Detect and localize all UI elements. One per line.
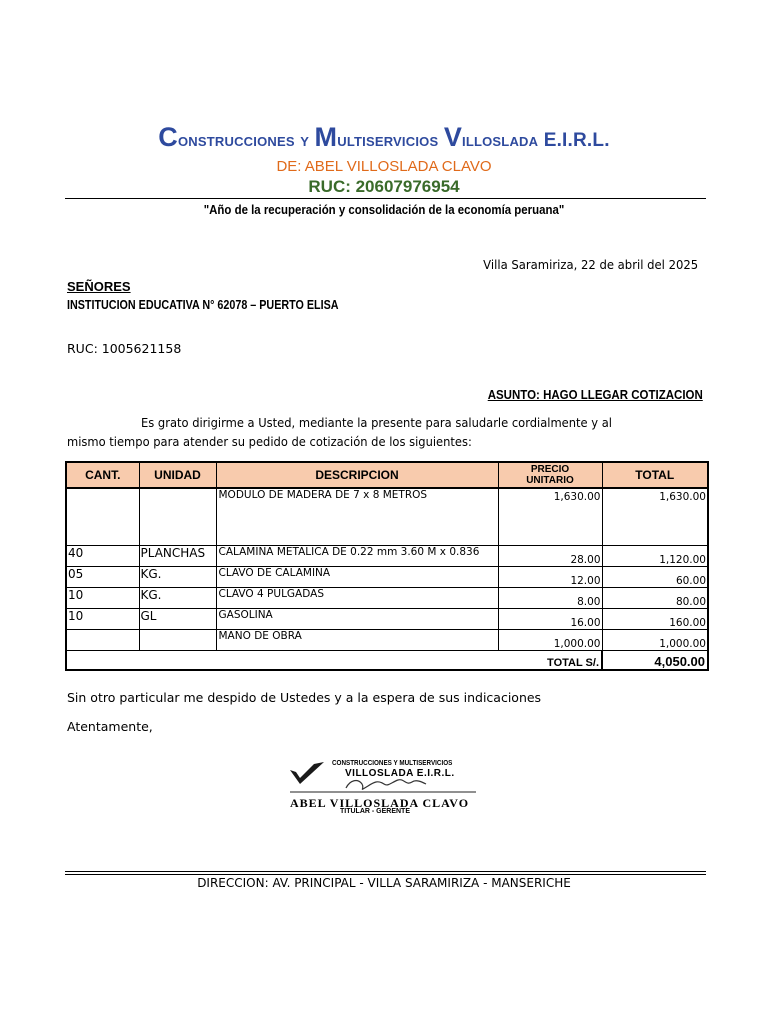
- body-paragraph-line-2: mismo tiempo para atender su pedido de cotización de los siguientes:: [67, 434, 472, 449]
- cell-precio: 1,000.00: [498, 630, 602, 651]
- cell-total: 160.00: [602, 609, 708, 630]
- cell-descripcion: CALAMINA METALICA DE 0.22 mm 3.60 M x 0.836: [216, 546, 498, 567]
- cell-unidad: KG.: [139, 588, 216, 609]
- cell-descripcion: MODULO DE MADERA DE 7 x 8 METROS: [216, 488, 498, 546]
- cell-cant: 10: [66, 609, 139, 630]
- header-cant: CANT.: [66, 462, 139, 488]
- footer-divider-bottom: [65, 874, 706, 875]
- company-name-part-3: Villoslada E.I.R.L.: [443, 122, 610, 152]
- cell-total: 1,120.00: [602, 546, 708, 567]
- company-name-part-2: Multiservicios: [314, 122, 444, 152]
- cell-unidad: [139, 630, 216, 651]
- closing-text: Atentamente,: [67, 719, 153, 734]
- header-total: TOTAL: [602, 462, 708, 488]
- cell-precio: 1,630.00: [498, 488, 602, 546]
- cell-descripcion: GASOLINA: [216, 609, 498, 630]
- cell-descripcion: CLAVO 4 PULGADAS: [216, 588, 498, 609]
- table-row: [66, 609, 708, 630]
- table-row: [66, 630, 708, 651]
- farewell-text: Sin otro particular me despido de Ustedes y a la espera de sus indicaciones: [67, 690, 542, 705]
- company-ruc: RUC: 20607976954: [308, 177, 460, 196]
- table-header-row: [66, 462, 708, 488]
- cell-descripcion: MANO DE OBRA: [216, 630, 498, 651]
- header-unidad: UNIDAD: [139, 462, 216, 488]
- total-value: 4,050.00: [602, 651, 708, 671]
- letter-date: Villa Saramiriza, 22 de abril del 2025: [483, 257, 698, 272]
- cell-precio: 16.00: [498, 609, 602, 630]
- table-row: [66, 488, 708, 546]
- footer-divider-top: [65, 871, 706, 872]
- table-total-row: [66, 651, 708, 671]
- cell-unidad: GL: [139, 609, 216, 630]
- cell-total: 1,000.00: [602, 630, 708, 651]
- cell-total: 60.00: [602, 567, 708, 588]
- cell-total: 1,630.00: [602, 488, 708, 546]
- cell-unidad: KG.: [139, 567, 216, 588]
- year-motto: "Año de la recuperación y consolidación de la economía peruana": [203, 202, 565, 217]
- table-row: [66, 546, 708, 567]
- company-name: [0, 122, 768, 153]
- cell-cant: [66, 488, 139, 546]
- cell-cant: 05: [66, 567, 139, 588]
- cell-cant: 40: [66, 546, 139, 567]
- stamp-company-name: VILLOSLADA E.I.R.L.: [345, 768, 455, 779]
- table-row: [66, 588, 708, 609]
- cell-unidad: [139, 488, 216, 546]
- footer-address: DIRECCION: AV. PRINCIPAL - VILLA SARAMIRIZA - MANSERICHE: [197, 876, 571, 890]
- cell-cant: 10: [66, 588, 139, 609]
- stamp-company-line: CONSTRUCCIONES Y MULTISERVICIOS: [332, 760, 453, 767]
- header-precio-unitario: PRECIO UNITARIO: [498, 462, 602, 488]
- company-name-part-1: Construcciones y: [158, 122, 315, 152]
- stamp-signatory-name: ABEL VILLOSLADA CLAVO: [290, 796, 470, 810]
- cell-precio: 8.00: [498, 588, 602, 609]
- cell-precio: 28.00: [498, 546, 602, 567]
- recipient-ruc: RUC: 1005621158: [67, 341, 182, 356]
- header-divider: [65, 198, 706, 199]
- header-descripcion: DESCRIPCION: [216, 462, 498, 488]
- salutation: SEÑORES: [67, 279, 131, 294]
- stamp-signatory-title: TITULAR - GERENTE: [340, 808, 410, 815]
- cell-unidad: PLANCHAS: [139, 546, 216, 567]
- total-label: TOTAL S/.: [66, 651, 602, 671]
- quotation-table: [65, 461, 709, 671]
- stamp-check-icon: [290, 762, 324, 784]
- cell-precio: 12.00: [498, 567, 602, 588]
- cell-total: 80.00: [602, 588, 708, 609]
- recipient-name: INSTITUCION EDUCATIVA N° 62078 – PUERTO ELISA: [67, 298, 339, 312]
- cell-cant: [66, 630, 139, 651]
- cell-descripcion: CLAVO DE CALAMINA: [216, 567, 498, 588]
- letter-subject: ASUNTO: HAGO LLEGAR COTIZACION: [487, 388, 703, 402]
- signature-scribble: [346, 780, 426, 790]
- table-row: [66, 567, 708, 588]
- body-paragraph-line-1: Es grato dirigirme a Usted, mediante la presente para saludarle cordialmente y al: [141, 415, 612, 430]
- owner-name: DE: ABEL VILLOSLADA CLAVO: [276, 158, 492, 175]
